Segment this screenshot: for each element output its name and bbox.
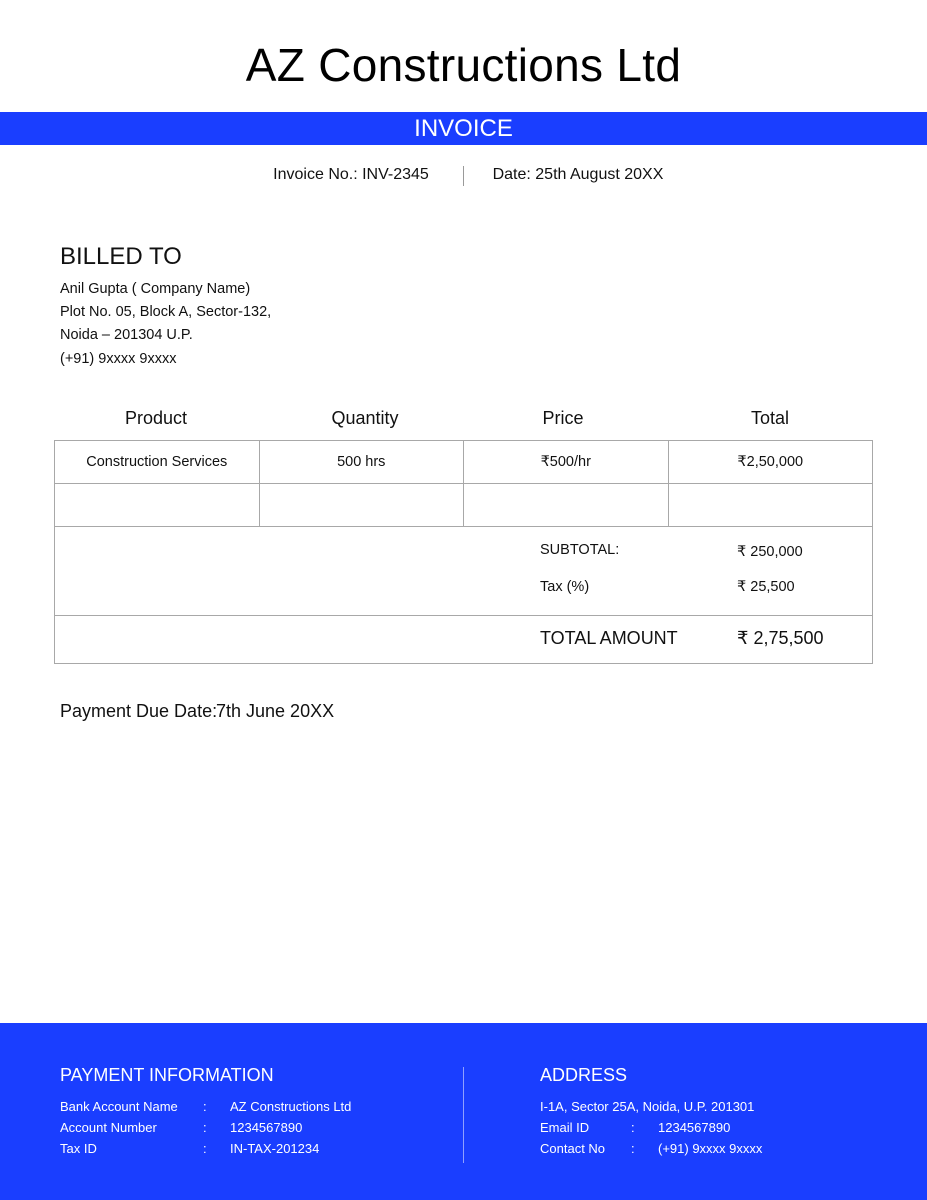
email-id-label: Email ID [540, 1120, 590, 1135]
total-cell: ₹2,50,000 [668, 441, 873, 484]
meta-divider [463, 166, 464, 186]
line-items-table [54, 440, 873, 527]
contact-no-separator: : [631, 1141, 635, 1156]
totals-divider [54, 615, 873, 616]
account-number-label: Account Number [60, 1120, 157, 1135]
tax-id-value: IN-TAX-201234 [230, 1141, 320, 1156]
footer-divider [463, 1067, 464, 1163]
payment-information-heading: PAYMENT INFORMATION [60, 1065, 274, 1085]
price-cell: ₹500/hr [464, 441, 669, 484]
contact-no-value: (+91) 9xxxx 9xxxx [658, 1141, 763, 1156]
column-header-price: Price [542, 408, 584, 428]
quantity-cell [259, 484, 464, 527]
quantity-cell: 500 hrs [259, 441, 464, 484]
column-header-total: Total [750, 408, 790, 428]
bank-account-name-label: Bank Account Name [60, 1099, 178, 1114]
tax-id-label: Tax ID [60, 1141, 97, 1156]
account-number-value: 1234567890 [230, 1120, 303, 1135]
payment-due-value: 7th June 20XX [216, 701, 335, 721]
table-row [55, 484, 873, 527]
bank-account-name-value: AZ Constructions Ltd [230, 1099, 352, 1114]
table-row [55, 441, 873, 484]
billed-to-name: Anil Gupta ( Company Name) [60, 281, 251, 297]
email-id-separator: : [631, 1120, 635, 1135]
address-heading: ADDRESS [540, 1065, 628, 1085]
product-cell: Construction Services [55, 441, 260, 484]
product-cell [55, 484, 260, 527]
tax-id-separator: : [203, 1141, 207, 1156]
email-id-value: 1234567890 [658, 1120, 731, 1135]
column-header-quantity: Quantity [331, 408, 399, 428]
billed-to-address-line-1: Plot No. 05, Block A, Sector-132, [60, 304, 272, 320]
price-cell [464, 484, 669, 527]
subtotal-label: SUBTOTAL: [540, 542, 620, 558]
invoice-title-band: INVOICE [0, 112, 927, 145]
bank-account-name-separator: : [203, 1099, 207, 1114]
total-amount-label: TOTAL AMOUNT [540, 628, 678, 648]
billed-to-phone: (+91) 9xxxx 9xxxx [60, 351, 177, 367]
tax-label: Tax (%) [540, 579, 590, 595]
invoice-date: Date: 25th August 20XX [492, 166, 664, 183]
invoice-number: Invoice No.: INV-2345 [273, 166, 429, 183]
address-line: I-1A, Sector 25A, Noida, U.P. 201301 [540, 1099, 755, 1114]
column-header-product: Product [124, 408, 188, 428]
company-name: AZ Constructions Ltd [245, 39, 682, 91]
payment-due-label: Payment Due Date: [60, 701, 218, 721]
footer [0, 1023, 927, 1200]
total-amount-value: ₹ 2,75,500 [737, 628, 824, 648]
contact-no-label: Contact No [540, 1141, 606, 1156]
total-cell [668, 484, 873, 527]
billed-to-address-line-2: Noida – 201304 U.P. [60, 327, 193, 343]
billed-to-heading: BILLED TO [60, 243, 182, 270]
account-number-separator: : [203, 1120, 207, 1135]
tax-value: ₹ 25,500 [737, 579, 795, 595]
subtotal-value: ₹ 250,000 [737, 544, 803, 560]
